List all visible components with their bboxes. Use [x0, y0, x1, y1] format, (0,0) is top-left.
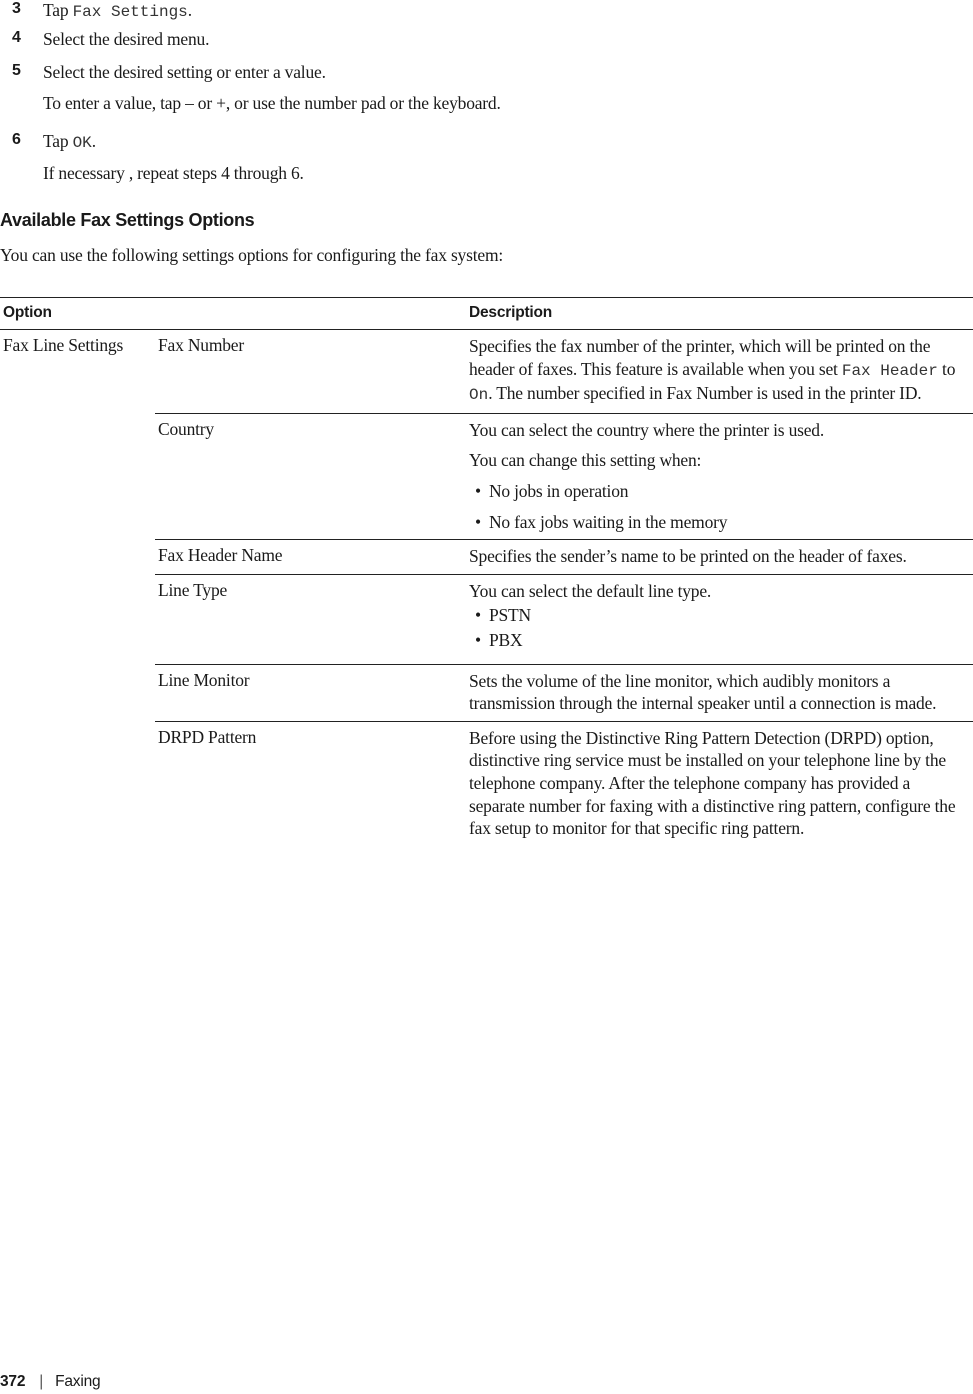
option-name: Line Type: [158, 579, 228, 600]
desc-text: You can change this setting when:: [469, 450, 702, 471]
settings-table: [0, 297, 973, 846]
table-header: [0, 298, 973, 330]
step-note: If necessary , repeat steps 4 through 6.: [43, 163, 304, 183]
option-name: Line Monitor: [158, 669, 250, 690]
group-name: Fax Line Settings: [3, 335, 124, 355]
desc-text: to: [937, 358, 956, 379]
code-ok: OK: [72, 134, 92, 152]
punct: .: [187, 0, 192, 20]
header-description: Description: [469, 304, 553, 321]
bullet-item: • PBX: [469, 629, 969, 652]
code-fax-settings: Fax Settings: [72, 3, 188, 21]
table-row: [155, 330, 973, 414]
desc-text: Specifies the fax number of the printer, which will be printed on the header of faxes. This feature is available when you set: [469, 336, 931, 379]
table-row: [155, 414, 973, 540]
chapter-name: Faxing: [55, 1373, 101, 1390]
section-intro: You can use the following settings options for configuring the fax system:: [0, 245, 504, 265]
page-number: 372: [0, 1373, 26, 1390]
step-number: 5: [12, 62, 21, 79]
step-number: 4: [12, 29, 21, 46]
option-description: [469, 330, 973, 413]
table-row: [155, 540, 973, 575]
option-description: [469, 575, 973, 664]
step-number: 3: [12, 0, 21, 17]
option-name: Fax Header Name: [158, 545, 283, 566]
option-description: Specifies the sender’s name to be printed on the header of faxes.: [469, 546, 907, 567]
step-text: Tap: [43, 0, 73, 20]
bullet-item: • No jobs in operation: [469, 480, 969, 503]
step-text: Select the desired menu.: [43, 29, 210, 49]
step-text: Tap: [43, 131, 73, 151]
header-option: Option: [3, 304, 52, 321]
option-description: [469, 414, 973, 539]
code-fax-header: Fax Header: [841, 361, 938, 380]
desc-text: You can select the default line type.: [469, 580, 712, 601]
option-name: Country: [158, 418, 214, 439]
desc-text: You can select the country where the printer is used.: [469, 419, 825, 440]
footer-separator: |: [39, 1373, 44, 1390]
option-name: DRPD Pattern: [158, 726, 257, 747]
code-on: On: [469, 386, 489, 405]
table-row: [155, 722, 973, 846]
table-row: [155, 575, 973, 665]
step-text: Select the desired setting or enter a value.: [43, 62, 326, 82]
section-title: Available Fax Settings Options: [0, 210, 255, 230]
option-description: Before using the Distinctive Ring Pattern Detection (DRPD) option, distinctive ring service must be installed on your telephone line by the telephone company. After the telephone company has provided a separate number for faxing with a distinctive ring pattern, configure the fax setup to monitor for that specific ring pattern.: [469, 727, 956, 839]
bullet-item: • No fax jobs waiting in the memory: [469, 511, 969, 534]
table-row: [155, 665, 973, 722]
desc-text: . The number specified in Fax Number is used in the printer ID.: [488, 383, 922, 404]
bullet-item: • PSTN: [469, 604, 969, 627]
step-note: To enter a value, tap – or +, or use the number pad or the keyboard.: [43, 93, 501, 113]
option-name: Fax Number: [158, 335, 244, 355]
punct: .: [91, 131, 96, 151]
step-number: 6: [12, 131, 21, 148]
table-group: [0, 330, 973, 846]
page-footer: [0, 1373, 100, 1391]
option-description: Sets the volume of the line monitor, which audibly monitors a transmission through the internal speaker until a connection is made.: [469, 670, 937, 714]
